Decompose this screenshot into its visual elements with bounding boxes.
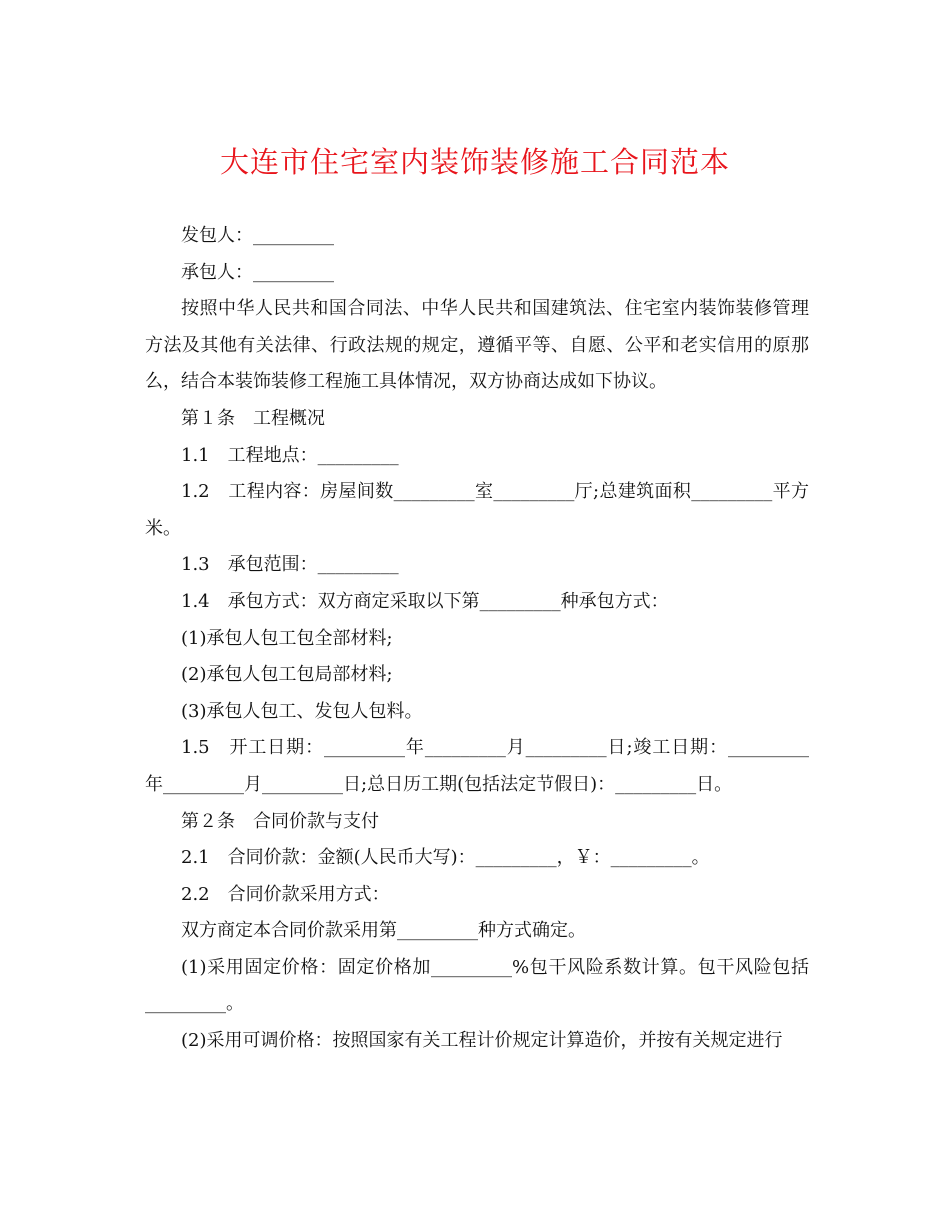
option-2: (2)承包人包工包局部材料; <box>181 664 393 686</box>
clause-1-4: 1.4 承包方式：双方商定采取以下第_________种承包方式： <box>181 590 669 612</box>
article-1-heading: 第１条 工程概况 <box>181 407 325 429</box>
pricing-method-line: 双方商定本合同价款采用第_________种方式确定。 <box>181 920 586 942</box>
option-1: (1)承包人包工包全部材料; <box>181 627 393 649</box>
fixed-price-option: (1)采用固定价格：固定价格加_________%包干风险系数计算。包干风险包括_________。 <box>145 956 809 1015</box>
party-b-line: 承包人：_________ <box>181 261 334 283</box>
clause-1-2: 1.2 工程内容：房屋间数_________室_________厅;总建筑面积_________平方米。 <box>145 481 809 539</box>
clause-1-5: 1.5 开工日期：_________年_________月_________日;竣工日期：_________年_________月_________日;总日历工期(包括法定节假日)：_________日。 <box>145 737 809 795</box>
article-2-heading: 第２条 合同价款与支付 <box>181 810 379 832</box>
option-3: (3)承包人包工、发包人包料。 <box>181 700 423 722</box>
preamble-paragraph: 按照中华人民共和国合同法、中华人民共和国建筑法、住宅室内装饰装修管理方法及其他有关法律、行政法规的规定，遵循平等、自愿、公平和老实信用的原那么，结合本装饰装修工程施工具体情况，双方协商达成如下协议。 <box>145 298 809 393</box>
clause-2-1: 2.1 合同价款：金额(人民币大写)：_________，￥：_________。 <box>181 847 710 869</box>
adjustable-price-option: (2)采用可调价格：按照国家有关工程计价规定计算造价，并按有关规定进行 <box>181 1030 783 1052</box>
document-title: 大连市住宅室内装饰装修施工合同范本 <box>219 145 730 179</box>
clause-2-2: 2.2 合同价款采用方式： <box>181 883 390 905</box>
clause-1-3: 1.3 承包范围：_________ <box>181 554 399 576</box>
clause-1-1: 1.1 工程地点：_________ <box>181 444 399 466</box>
party-a-line: 发包人：_________ <box>181 225 334 246</box>
document-body <box>145 218 809 1060</box>
